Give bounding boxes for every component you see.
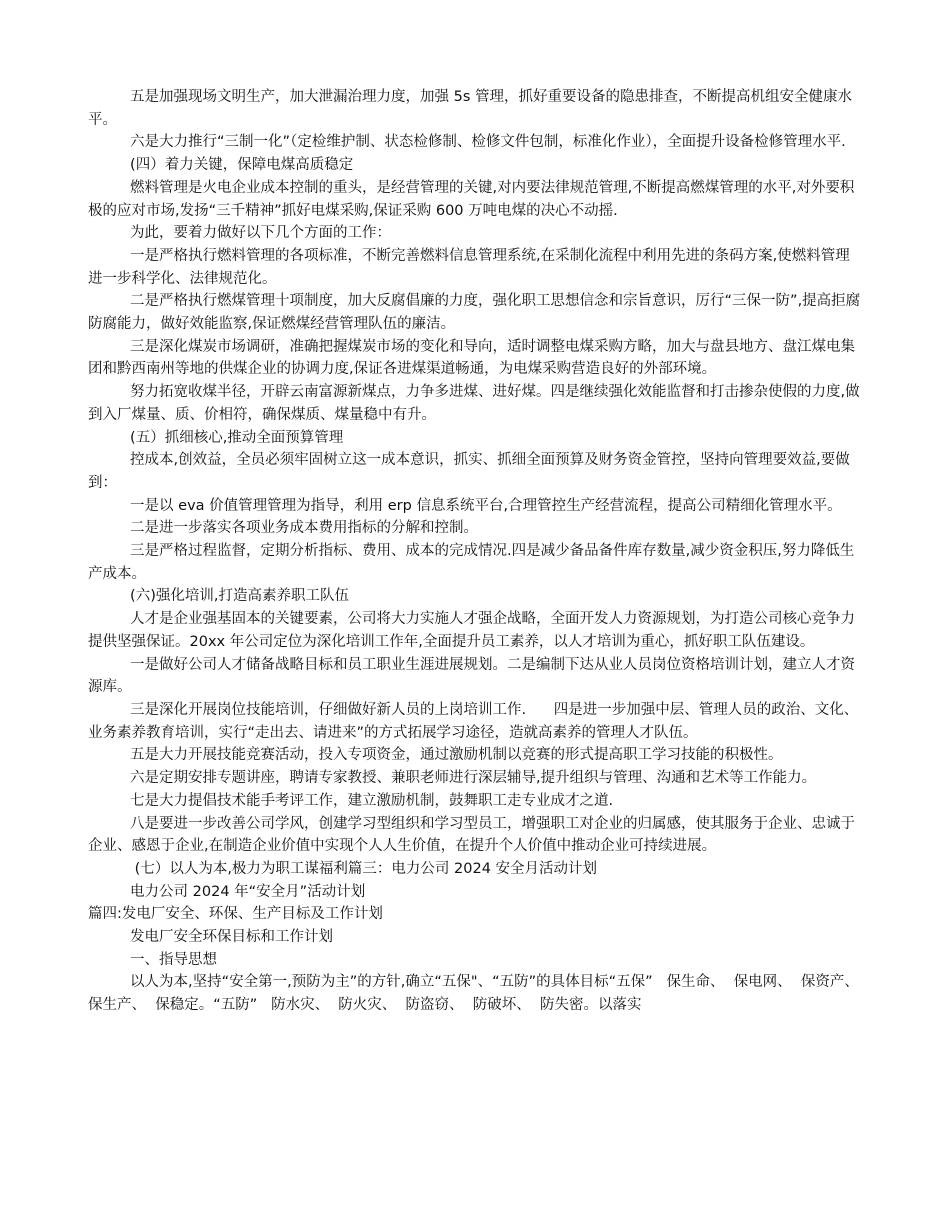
document-page — [88, 86, 869, 1017]
paragraph: 人才是企业强基固本的关键要素，公司将大力实施人才强企战略，全面开发人力资源规划，为打造公司核心竞争力提供坚强保证。20xx 年公司定位为深化培训工作年,全面提升员工素养，以人才培训为重心，抓好职工队伍建设。 — [88, 611, 856, 650]
paragraph: 六是定期安排专题讲座，聘请专家教授、兼职老师进行深层辅导,提升组织与管理、沟通和艺术等工作能力。 — [130, 770, 817, 787]
paragraph: 二是严格执行燃煤管理十项制度，加大反腐倡廉的力度，强化职工思想信念和宗旨意识，厉行“三保一防”,提高拒腐防腐能力，做好效能监察,保证燃煤经营管理队伍的廉洁。 — [88, 293, 861, 333]
paragraph: 三是深化煤炭市场调研，准确把握煤炭市场的变化和导向，适时调整电煤采购方略，加大与盘县地方、盘江煤电集团和黔西南州等地的供煤企业的协调力度,保证各进煤渠道畅通，为电煤采购营造良好的外部环境。 — [88, 338, 856, 378]
section-heading-5: (五）抓细核心,推动全面预算管理 — [130, 429, 344, 446]
section-heading-6: (六)强化培训,打造高素养职工队伍 — [130, 588, 349, 605]
paragraph: 八是要进一步改善公司学风，创建学习型组织和学习型员工，增强职工对企业的归属感，使其服务于企业、忠诚于企业、感恩于企业,在制造企业价值中实现个人人生价值，在提升个人价值中推动企业可持续进展。 — [88, 815, 856, 855]
paragraph: 三是深化开展岗位技能培训，仔细做好新人员的上岗培训工作. 四是进一步加强中层、管理人员的政治、文化、业务素养教育培训，实行“走出去、请进来”的方式拓展学习途径，造就高素养的管理人才队伍。 — [88, 701, 859, 741]
paragraph: 一是做好公司人才储备战略目标和员工职业生涯进展规划。二是编制下达从业人员岗位资格培训计划，建立人才资源库。 — [88, 656, 856, 696]
paragraph: 六是大力推行“三制一化”（定检维护制、状态检修制、检修文件包制，标准化作业），全面提升设备检修管理水平. — [130, 134, 846, 151]
chapter-heading: 篇四:发电厂安全、环保、生产目标及工作计划 — [88, 906, 383, 923]
section-heading-7: (七）以人为本,极力为职工谋福利篇三：电力公司 2024 安全月活动计划 — [130, 860, 598, 877]
paragraph: 努力拓宽收煤半径，开辟云南富源新煤点，力争多进煤、进好煤。四是继续强化效能监督和打击掺杂使假的力度,做到入厂煤量、质、价相符，确保煤质、煤量稳中有升。 — [88, 384, 860, 423]
paragraph: 为此，要着力做好以下几个方面的工作： — [130, 225, 392, 242]
paragraph: 五是大力开展技能竞赛活动，投入专项资金，通过激励机制以竞赛的形式提高职工学习技能的积极性。 — [130, 747, 783, 764]
paragraph: 三是严格过程监督，定期分析指标、费用、成本的完成情况.四是减少备品备件库存数量,减少资金积压,努力降低生产成本。 — [88, 543, 855, 582]
paragraph: 五是加强现场文明生产，加大泄漏治理力度，加强 5s 管理，抓好重要设备的隐患排查，不断提高机组安全健康水平。 — [88, 89, 853, 128]
plan-title: 电力公司 2024 年“安全月”活动计划 — [130, 883, 366, 900]
paragraph: 以人为本,坚持“安全第一,预防为主”的方针,确立“五保"、“五防”的具体目标“五保” 保生命、 保电网、 保资产、 保生产、 保稳定。“五防” 防水灾、 防火灾、 防盗窃、 防破坏、 防失密。以落实 — [88, 974, 869, 1014]
paragraph: 一是以 eva 价值管理管理为指导，利用 erp 信息系统平台,合理管控生产经营流程，提高公司精细化管理水平。 — [130, 497, 842, 514]
paragraph: 一是严格执行燃料管理的各项标准，不断完善燃料信息管理系统,在采制化流程中利用先进的条码方案,使燃料管理进一步科学化、法律规范化。 — [88, 247, 850, 287]
paragraph: 二是进一步落实各项业务成本费用指标的分解和控制。 — [130, 520, 479, 537]
paragraph: 控成本,创效益，全员必须牢固树立这一成本意识，抓实、抓细全面预算及财务资金管控，坚持向管理要效益,要做到： — [88, 452, 850, 491]
section-heading: 一、指导思想 — [130, 951, 218, 968]
paragraph: 燃料管理是火电企业成本控制的重头，是经营管理的关键,对内要法律规范管理,不断提高燃煤管理的水平,对外要积极的应对市场,发扬“三千精神”抓好电煤采购,保证采购 600 万吨电煤的决心不动摇. — [88, 179, 855, 219]
plan-title: 发电厂安全环保目标和工作计划 — [130, 929, 334, 946]
paragraph: 七是大力提倡技术能手考评工作，建立激励机制，鼓舞职工走专业成才之道. — [130, 792, 614, 809]
section-heading-4: (四）着力关键，保障电煤高质稳定 — [130, 157, 354, 174]
